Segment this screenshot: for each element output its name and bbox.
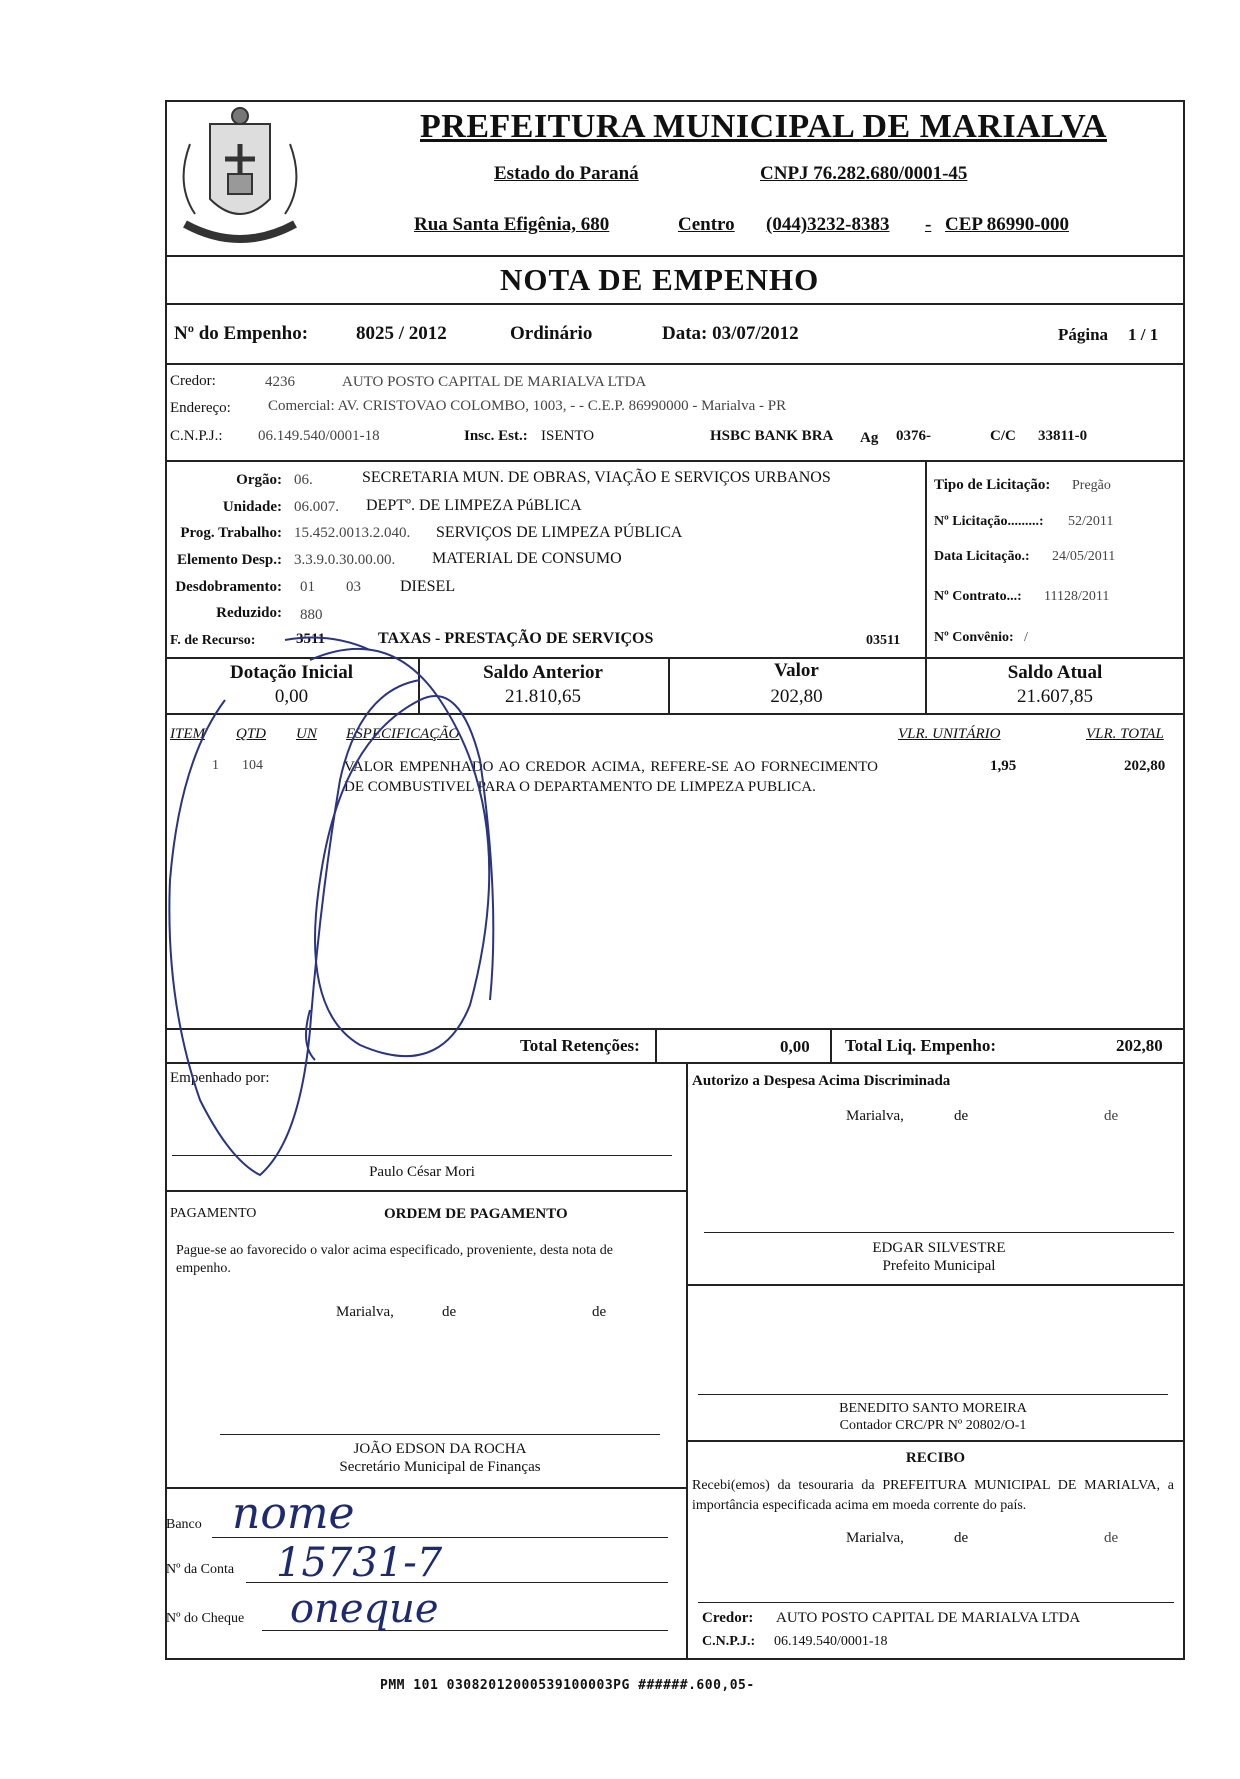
orgao-value: SECRETARIA MUN. DE OBRAS, VIAÇÃO E SERVIÇOS URBANOS <box>362 469 831 486</box>
ordem-label: ORDEM DE PAGAMENTO <box>384 1206 568 1222</box>
orgao-code: 06. <box>294 472 313 488</box>
contrato-label: Nº Contrato...: <box>934 589 1022 604</box>
reduzido-label: Reduzido: <box>216 605 282 621</box>
recibo-cnpj-label: C.N.P.J.: <box>702 1634 756 1649</box>
conta-label: Nº da Conta <box>166 1562 235 1577</box>
desdob-a: 01 <box>300 579 315 595</box>
recurso-code: 3511 <box>296 631 326 647</box>
orgao-label: Orgão: <box>236 472 282 488</box>
endereco-value: Comercial: AV. CRISTOVAO COLOMBO, 1003, - - C.E.P. 86990000 - Marialva - PR <box>268 398 787 414</box>
empenhado-label: Empenhado por: <box>170 1070 270 1086</box>
page-label: Página <box>1058 325 1109 344</box>
prefeito-name: EDGAR SILVESTRE <box>872 1240 1006 1256</box>
state-name: Estado do Paraná <box>494 163 639 184</box>
account-label: C/C <box>990 428 1016 444</box>
banco-label: Banco <box>166 1517 202 1532</box>
dotacao-inicial-label: Dotação Inicial <box>230 662 353 683</box>
credor-name: AUTO POSTO CAPITAL DE MARIALVA LTDA <box>342 374 647 390</box>
cheque-label: Nº do Cheque <box>166 1611 245 1626</box>
recibo-cnpj-value: 06.149.540/0001-18 <box>774 1634 888 1649</box>
municipality-title: PREFEITURA MUNICIPAL DE MARIALVA <box>420 108 1107 145</box>
cheque-handwritten: oneque <box>290 1586 439 1632</box>
recibo-text: Recebi(emos) da tesouraria da PREFEITURA MUNICIPAL DE MARIALVA, a importância especificada acima em moeda corrente do país. <box>692 1478 1174 1513</box>
empenho-label: Nº do Empenho: <box>174 323 309 344</box>
retencoes-value: 0,00 <box>780 1037 810 1056</box>
convenio-value: / <box>1024 630 1028 645</box>
credor-code: 4236 <box>265 374 295 390</box>
recibo-de1: de <box>954 1530 969 1546</box>
banco-handwritten: nome <box>232 1488 355 1539</box>
recurso-number: 03511 <box>866 633 901 648</box>
saldo-atual-value: 21.607,85 <box>1017 686 1093 707</box>
licitacao-num-label: Nº Licitação.........: <box>934 514 1044 529</box>
pagamento-text: Pague-se ao favorecido o valor acima especificado, proveniente, desta nota de empenho. <box>176 1243 613 1276</box>
header-district: Centro <box>678 214 735 235</box>
agency-label: Ag <box>860 430 879 446</box>
licitacao-tipo-value: Pregão <box>1072 478 1111 493</box>
empenho-type: Ordinário <box>510 323 593 344</box>
licitacao-tipo-label: Tipo de Licitação: <box>934 477 1051 493</box>
agency-value: 0376- <box>896 428 931 444</box>
col-qtd: QTD <box>236 726 267 742</box>
empenhado-name: Paulo César Mori <box>369 1164 475 1180</box>
prog-value: SERVIÇOS DE LIMPEZA PÚBLICA <box>436 524 683 541</box>
cnpj-label: C.N.P.J.: <box>170 428 223 444</box>
valor-value: 202,80 <box>770 686 823 707</box>
col-un: UN <box>296 726 317 742</box>
autorizo-city: Marialva, <box>846 1108 904 1124</box>
saldo-anterior-label: Saldo Anterior <box>483 662 603 683</box>
credor-label: Credor: <box>170 373 216 389</box>
autorizo-de1: de <box>954 1108 969 1124</box>
conta-handwritten: 15731-7 <box>276 1540 443 1586</box>
secretario-role: Secretário Municipal de Finanças <box>339 1459 541 1475</box>
header-phone: (044)3232-8383 <box>766 214 890 235</box>
pagamento-de2: de <box>592 1304 607 1320</box>
desdob-b: 03 <box>346 579 361 595</box>
header-separator: - <box>925 214 932 235</box>
contrato-value: 11128/2011 <box>1044 589 1110 604</box>
col-unit: VLR. UNITÁRIO <box>898 726 1001 742</box>
licitacao-data-label: Data Licitação.: <box>934 549 1030 564</box>
header-cep: CEP 86990-000 <box>945 214 1070 235</box>
unidade-label: Unidade: <box>222 499 282 515</box>
recurso-value: TAXAS - PRESTAÇÃO DE SERVIÇOS <box>378 630 654 647</box>
elemento-label: Elemento Desp.: <box>177 552 282 568</box>
prefeito-role: Prefeito Municipal <box>882 1258 996 1274</box>
autorizo-de2: de <box>1104 1108 1119 1124</box>
footer-code: PMM 101 03082012000539100003PG ######.600,05- <box>380 1678 755 1693</box>
licitacao-num-value: 52/2011 <box>1068 514 1114 529</box>
prog-code: 15.452.0013.2.040. <box>294 525 411 541</box>
item-number: 1 <box>212 758 219 773</box>
col-item: ITEM <box>170 726 205 742</box>
secretario-name: JOÃO EDSON DA ROCHA <box>353 1441 527 1457</box>
unidade-code: 06.007. <box>294 499 339 515</box>
saldo-atual-label: Saldo Atual <box>1007 662 1103 683</box>
item-unit-price: 1,95 <box>990 758 1017 774</box>
document-title: NOTA DE EMPENHO <box>500 262 820 297</box>
licitacao-data-value: 24/05/2011 <box>1052 549 1116 564</box>
header-address: Rua Santa Efigênia, 680 <box>414 214 610 235</box>
desdob-value: DIESEL <box>400 578 456 595</box>
contador-name: BENEDITO SANTO MOREIRA <box>839 1401 1027 1416</box>
contador-role: Contador CRC/PR Nº 20802/O-1 <box>839 1418 1027 1433</box>
recibo-city: Marialva, <box>846 1530 904 1546</box>
autorizo-label: Autorizo a Despesa Acima Discriminada <box>692 1073 951 1089</box>
page-number: 1 / 1 <box>1128 325 1159 344</box>
dotacao-inicial-value: 0,00 <box>274 686 309 707</box>
empenho-number: 8025 / 2012 <box>356 323 447 344</box>
empenho-date: Data: 03/07/2012 <box>662 323 799 344</box>
item-qty: 104 <box>242 758 263 773</box>
liq-value: 202,80 <box>1116 1036 1163 1055</box>
recibo-credor-value: AUTO POSTO CAPITAL DE MARIALVA LTDA <box>776 1610 1081 1626</box>
recurso-label: F. de Recurso: <box>170 633 256 648</box>
col-total: VLR. TOTAL <box>1086 726 1164 742</box>
insc-label: Insc. Est.: <box>464 428 528 444</box>
recibo-title: RECIBO <box>905 1450 966 1466</box>
header-cnpj: CNPJ 76.282.680/0001-45 <box>760 163 968 184</box>
valor-label: Valor <box>774 660 819 681</box>
elemento-value: MATERIAL DE CONSUMO <box>432 550 622 567</box>
saldo-anterior-value: 21.810,65 <box>505 686 581 707</box>
desdob-label: Desdobramento: <box>175 579 282 595</box>
pagamento-label: PAGAMENTO <box>170 1206 257 1221</box>
cnpj-value: 06.149.540/0001-18 <box>258 428 380 444</box>
liq-label: Total Liq. Empenho: <box>845 1036 996 1055</box>
pagamento-de1: de <box>442 1304 457 1320</box>
retencoes-label: Total Retenções: <box>520 1036 640 1055</box>
recibo-credor-label: Credor: <box>702 1610 754 1626</box>
item-total: 202,80 <box>1124 758 1166 774</box>
pagamento-city: Marialva, <box>336 1304 394 1320</box>
elemento-code: 3.3.9.0.30.00.00. <box>294 552 396 568</box>
recibo-de2: de <box>1104 1530 1119 1546</box>
convenio-label: Nº Convênio: <box>934 630 1014 645</box>
prog-label: Prog. Trabalho: <box>180 525 282 541</box>
endereco-label: Endereço: <box>170 400 231 416</box>
account-value: 33811-0 <box>1038 428 1088 444</box>
item-description: VALOR EMPENHADO AO CREDOR ACIMA, REFERE-SE AO FORNECIMENTO DE COMBUSTIVEL PARA O DEPARTAMENTO DE LIMPEZA PUBLICA. <box>344 759 878 795</box>
bank-name: HSBC BANK BRA <box>710 428 834 444</box>
col-espec: ESPECIFICAÇÃO <box>346 726 460 742</box>
insc-value: ISENTO <box>541 428 595 444</box>
reduzido-value: 880 <box>300 607 323 623</box>
unidade-value: DEPTº. DE LIMPEZA PúBLICA <box>366 497 582 514</box>
